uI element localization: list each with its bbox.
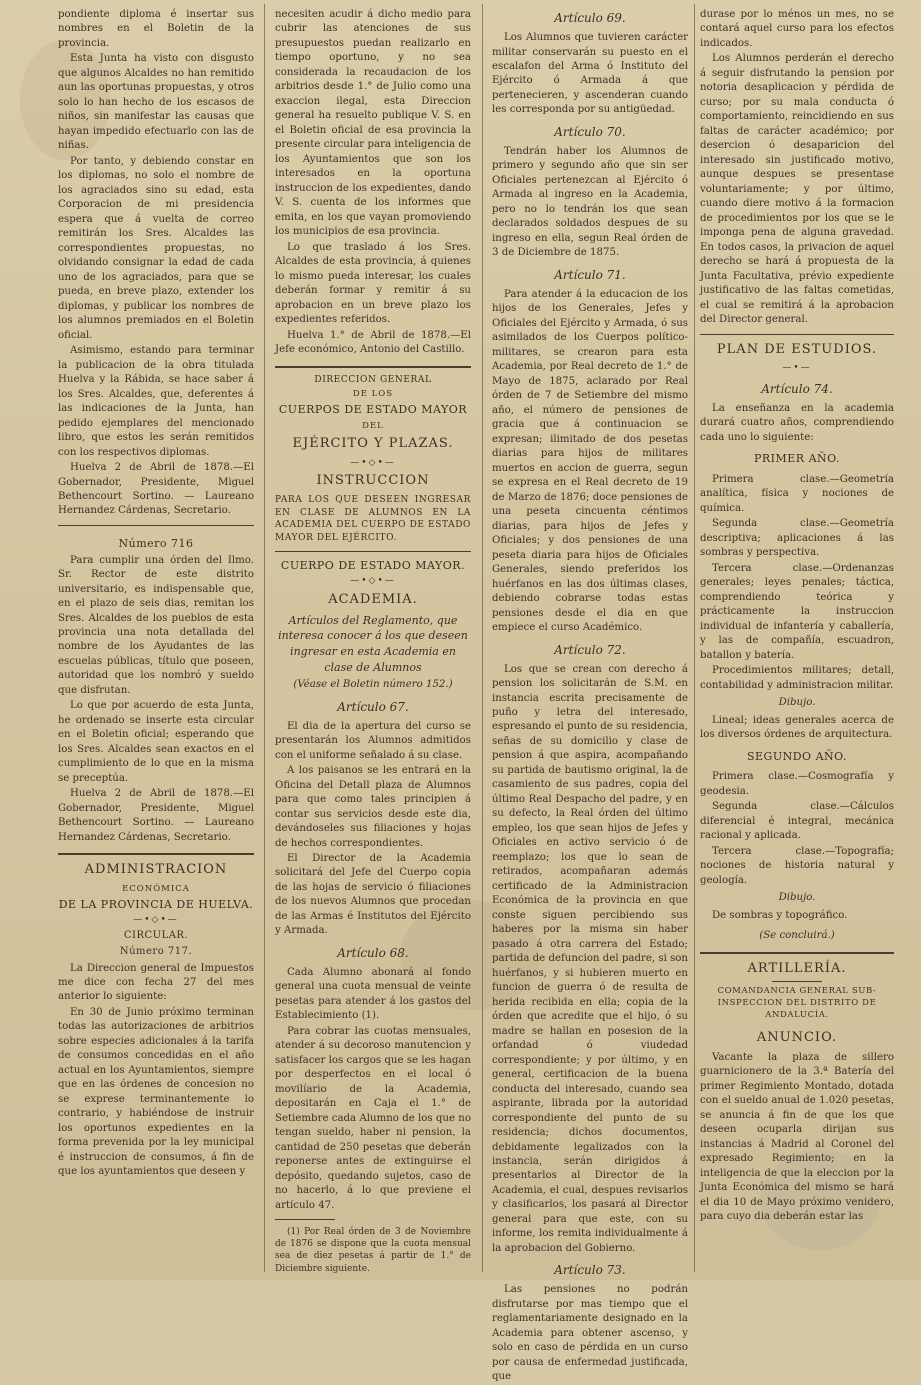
- section-title: DIRECCION GENERAL: [314, 374, 432, 385]
- divider: [700, 952, 894, 954]
- section-title: CUERPO DE ESTADO MAYOR.: [280, 558, 466, 572]
- signature: Huelva 2 de Abril de 1878.—El Gobernador, Presidente, Miguel Bethencourt Sortino. — Laureano Hernandez Cárdenas, Secretario.: [58, 462, 254, 517]
- article-heading: Artículo 68.: [337, 945, 409, 960]
- paragraph: La Direccion general de Impuestos me dice con fecha 27 del mes anterior lo siguiente:: [58, 962, 254, 1003]
- paragraph: durase por lo ménos un mes, no se contará aquel curso para los efectos indicados.: [700, 9, 894, 49]
- subject-heading: Dibujo.: [778, 697, 816, 709]
- section-title: ACADEMIA.: [328, 592, 418, 608]
- section-title: ADMINISTRACION: [84, 862, 228, 878]
- divider: [275, 1219, 335, 1220]
- ornament: —•◇•—: [350, 576, 396, 587]
- section-title: CUERPOS DE ESTADO MAYOR: [278, 403, 468, 417]
- section-title: DE LOS: [352, 389, 394, 400]
- divider: [772, 981, 822, 982]
- column-3: [492, 8, 688, 1383]
- paragraph: A los paisanos se les entrará en la Oficina del Detall plaza de Alumnos para que como tales principien á contar sus servicios desde este dia, devándoseles sus filiaciones y hojas de hechos correspondientes.: [275, 765, 471, 849]
- paragraph: Para atender á la educacion de los hijos de los Generales, Jefes y Oficiales del Ejército y Armada, ó sus asimilados de los Cuerpos político-militares, se crearon para esta Academia, por Real decreto de 1.° de Mayo de 1875, aclarado por Real órden de 7 de Setiembre del mismo año, el número de pensiones de gracia que á continuacion se expresan; ilimitado de dos pesetas diarias para hijos de militares muertos en accion de guerra, segun se expresa en el Real decreto de 19 de Marzo de 1876; doce pensiones de una peseta cincuenta céntimos diarias, para hijos de Jefes y Oficiales; y dos pensiones de una peseta diaria para hijos de Oficiales Generales, siendo preferidos los huérfanos en las dos últimas clases, debiendo cobrarse todas estas pensiones desde el dia en que empiece el curso Académico.: [492, 288, 688, 634]
- paragraph: pondiente diploma é insertar sus nombres en el Boletin de la provincia.: [58, 9, 254, 49]
- column-divider: [482, 4, 483, 1272]
- paragraph: Los que se crean con derecho á pension los solicitarán de S.M. en instancia escrita precisamente de puño y letra del interesado, espresando el punto de su residencia, señas de su domicilio y clase de pension á que aspira, acompañando su partida de bautismo original, la de casamiento de sus padres, copia del último Real Despacho del padre, y en su defecto, la Real órden del último empleo, los que sean hijos de Jefes y Oficiales en activo servicio ó de reemplazo; los que lo sean de retirados, acompañaran además certificado de la Administracion Económica de la provincia en que conste siguen percibiendo sus haberes por la misma sin haber pasado á otra carrera del Estado; partida de defuncion del padre, si son huérfanos, y si hubieren muerto en funcion de guerra ó de resulta de herida recibida en ella; copia de la órden que acredite que el hijo, ó su madre se hallan en posesion de la orfandad ó viudedad correspondiente; y por último, y en general, certificacion de la buena conducta del interesado, cuando sea aspirante, librada por la autoridad correspondiente del punto de su residencia; dichos documentos, debidamente legalizados con la instancia, serán dirigidos á presentarlos al Director de la Academia, el cual, despues revisarlos y clasificarlos, los pasará al Director general para que este, con su informe, los remita individualmente á la aprobacion del Gobierno.: [492, 663, 688, 1254]
- article-heading: Artículo 74.: [761, 381, 833, 396]
- section-number: Número 716: [118, 536, 194, 550]
- continued-note: (Se concluirá.): [759, 930, 835, 942]
- column-divider: [694, 4, 695, 1272]
- column-2: [275, 8, 471, 1274]
- year-heading: PRIMER AÑO.: [753, 452, 841, 466]
- paragraph: Tendrán haber los Alumnos de primero y segundo año que sin ser Oficiales pertenezcan al Ejército ó Armada al ingreso en la Academia, pero no lo tendrán los que sean declarados soldados despues de su ingreso en ella, segun Real órden de 3 de Diciembre de 1875.: [492, 145, 688, 259]
- instruction-subtitle: PARA LOS QUE DESEEN INGRESAR EN CLASE DE ALUMNOS EN LA ACADEMIA DEL CUERPO DE ESTADO MAYOR DEL EJÉRCITO.: [275, 494, 471, 544]
- paragraph: Cada Alumno abonará al fondo general una cuota mensual de veinte pesetas para atender á los gastos del Establecimiento (1).: [275, 966, 471, 1022]
- announcement-title: ANUNCIO.: [756, 1030, 838, 1046]
- signature: Huelva 1.° de Abril de 1878.—El Jefe económico, Antonio del Castillo.: [275, 329, 471, 356]
- article-heading: Artículo 69.: [554, 11, 626, 25]
- ornament: —•◇•—: [350, 457, 396, 468]
- divider: [275, 366, 471, 368]
- reference-note: (Véase el Boletin número 152.): [293, 679, 453, 691]
- paragraph: Para cobrar las cuotas mensuales, atender á su decoroso manutencion y satisfacer los cargos que se les hagan por desperfectos en el local ó movilíario de la Academia, depositarán en Caja el 1.° de Setiembre cada Alumno de los que no tengan sueldo, haber ni pension, la cantidad de 250 pesetas que deberán reponerse antes de extinguirse el depósito, quedando sujetos, caso de no hacerlo, á lo que previene el artículo 47.: [275, 1025, 471, 1211]
- divider: [58, 525, 254, 526]
- course-item: Procedimientos militares; detall, contabilidad y administracion militar.: [700, 665, 894, 691]
- course-item: Tercera clase.—Topografía; nociones de historia natural y geología.: [700, 845, 894, 886]
- course-item: Primera clase.—Cosmografía y geodesia.: [700, 771, 894, 797]
- section-intro: Artículos del Reglamento, que interesa conocer á los que deseen ingresar en esta Academia en clase de Alumnos: [278, 613, 468, 674]
- course-item: Lineal; ideas generales acerca de los diversos órdenes de arquitectura.: [700, 714, 894, 741]
- article-heading: Artículo 70.: [554, 124, 626, 139]
- paragraph: Vacante la plaza de sillero guarnicionero de la 3.ª Batería del primer Regimiento Montado, dotada con el sueldo anual de 1.020 pesetas, se anuncia á fin de que los que deseen ocuparla dirijan sus instancias á Madrid al Coronel del expresado Regimiento; en la inteligencia de que la eleccion por la Junta Económica del mismo se hará el dia 10 de Mayo próximo venidero, para cuyo dia deberán estar las: [700, 1051, 894, 1223]
- section-title: DEL: [362, 421, 384, 432]
- paragraph: Las pensiones no podrán disfrutarse por mas tiempo que el reglamentariamente designado en la Academia para obtener ascenso, y solo en caso de pérdida en un curso por causa de enfermedad justificada, que: [492, 1284, 688, 1383]
- footnote: (1) Por Real órden de 3 de Noviembre de 1876 se dispone que la cuota mensual sea de diez pesetas á partir de 1.° de Diciembre siguiente.: [275, 1227, 471, 1274]
- article-heading: Artículo 67.: [337, 699, 409, 714]
- section-subtitle: COMANDANCIA GENERAL SUB-INSPECCION DEL DISTRITO DE ANDALUCÍA.: [717, 986, 877, 1021]
- paragraph: Los Alumnos perderán el derecho á seguir disfrutando la pension por notoria desaplicacion y pérdida de curso; por su mala conducta ó comportamiento, reincidiendo en sus faltas de carácter académico; por desercion ó desaparicion del interesado sin justificado motivo, aunque despues se presentase voluntariamente; y por último, cuando diere motivo á la formacion de procedimientos por los que se le imponga pena de alguna gravedad. En todos casos, la privacion de aquel derecho se hará á propuesta de la Junta Facultativa, prévio expediente justificativo de las faltas cometidas, el cual se remitirá á la aprobacion del Director general.: [700, 53, 894, 326]
- paragraph: necesiten acudir á dicho medio para cubrir las atenciones de sus presupuestos puedan realizarlo en tiempo oportuno, y no sea considerada la recaudacion de los arbitrios desde 1.° de Julio como una exaccion ilegal, esta Direccion general ha resuelto publique V. S. en el Boletin oficial de esa provincia la presente circular para inteligencia de los Ayuntamientos que son los interesados en la oportuna instruccion de los expedientes, dando V. S. cuenta de los informes que emita, en los que vayan promoviendo los municipios de esa provincia.: [275, 9, 471, 238]
- course-item: Primera clase.—Geometría analítica, física y nociones de química.: [700, 473, 894, 514]
- article-heading: Artículo 71.: [554, 267, 626, 282]
- signature: Huelva 2 de Abril de 1878.—El Gobernador, Presidente, Miguel Bethencourt Sortino. — Laureano Hernandez Cárdenas, Secretario.: [58, 788, 254, 843]
- section-subtitle: DE LA PROVINCIA DE HUELVA.: [58, 897, 254, 911]
- section-title: ARTILLERÍA.: [747, 960, 847, 976]
- column-1: [58, 8, 254, 1270]
- paragraph: El Director de la Academia solicitará del Jefe del Cuerpo copia de las hojas de servicio ó filiaciones de los nuevos Alumnos que procedan de las Armas é Institutos del Ejército y Armada.: [275, 853, 471, 937]
- subject-heading: Dibujo.: [778, 892, 816, 904]
- section-title: PLAN DE ESTUDIOS.: [716, 341, 878, 357]
- paragraph: En 30 de Junio próximo terminan todas las autorizaciones de arbitrios sobre especies adicionales á la tarifa de consumos concedidas en el año actual en los Ayuntamientos, siempre que en las órdenes de concesion no se exprese terminantemente lo contrario, y habiéndose de instruir los oportunos expedientes en la forma prevenida por la ley municipal é instruccion de consumos, á fin de que los ayuntamientos que deseen y: [58, 1006, 254, 1178]
- paragraph: Lo que traslado á los Sres. Alcaldes de esta provincia, á quienes lo mismo pueda interesar, los cuales deberán formar y remitir á su aprobacion en un breve plazo los expedientes referidos.: [275, 241, 471, 326]
- section-title: EJÉRCITO Y PLAZAS.: [292, 436, 454, 452]
- ornament: —•◇•—: [133, 915, 179, 926]
- paragraph: Los Alumnos que tuvieren carácter militar conservarán su puesto en el escalafon del Arma ó Instituto del Ejército ó Armada á que pertenecieren, y ascenderan cuando les corresponda por su antigüedad.: [492, 32, 688, 116]
- course-item: Segunda clase.—Geometría descriptiva; aplicaciones á las sombras y perspectiva.: [700, 518, 894, 559]
- course-item: Tercera clase.—Ordenanzas generales; leyes penales; táctica, comprendiendo teórica y prácticamente la instruccion individual de infantería y caballería, y las de compañía, escuadron, batallon y batería.: [700, 562, 894, 661]
- course-item: Segunda clase.—Cálculos diferencial é integral, mecánica racional y aplicada.: [700, 801, 894, 842]
- column-4: [700, 8, 894, 1270]
- paragraph: Esta Junta ha visto con disgusto que algunos Alcaldes no han remitido aun las oportunas propuestas, y otros solo lo han hecho de los escasos de niños, sin manifestar las causas que hayan impedido efectuarlo con las de niñas.: [58, 53, 254, 152]
- ornament: —•—: [782, 363, 812, 374]
- divider: [58, 853, 254, 855]
- year-heading: SEGUNDO AÑO.: [746, 749, 848, 763]
- paragraph: Por tanto, y debiendo constar en los diplomas, no solo el nombre de los agraciados sino su edad, esta Corporacion de mi presidencia espera que á vuelta de correo remitirán los Sres. Alcaldes las correspondientes propuestas, no olvidando consignar la edad de cada uno de los agraciados, para que se pueda, en breve plazo, extender los diplomas, y publicar los nombres de los alumnos premiados en el Boletin oficial.: [58, 155, 254, 341]
- paragraph: Lo que por acuerdo de esta Junta, he ordenado se inserte esta circular en el Boletin oficial; esperando que los Sres. Alcaldes sean exactos en el cumplimiento de lo que en la misma se preceptúa.: [58, 700, 254, 784]
- section-subtitle: ECONÓMICA: [122, 883, 190, 894]
- paragraph: El dia de la apertura del curso se presentarán los Alumnos admitidos con el uniforme señalado á su clase.: [275, 720, 471, 761]
- article-heading: Artículo 73.: [554, 1263, 626, 1278]
- divider: [275, 551, 471, 552]
- circular-label: CIRCULAR.: [123, 930, 189, 942]
- course-item: De sombras y topográfico.: [712, 909, 848, 921]
- paragraph: Asimismo, estando para terminar la publicacion de la obra titulada Huelva y la Rábida, se hace saber á los Sres. Alcaldes, que, deferentes á las indicaciones de la Junta, han pedido ejemplares del mencionado libro, que estos les serán remitidos con los respectivos diplomas.: [58, 345, 254, 458]
- section-number: Número 717.: [119, 946, 193, 958]
- paragraph: La enseñanza en la academia durará cuatro años, comprendiendo cada uno lo siguiente:: [700, 402, 894, 443]
- article-heading: Artículo 72.: [554, 642, 626, 657]
- column-divider: [264, 4, 265, 1272]
- paragraph: Para cumplir una órden del Ilmo. Sr. Rector de este distrito universitario, es indispensable que, en el plazo de seis dias, remitan los Sres. Alcaldes de los pueblos de esta provincia una nota detallada del nombre de los Ayudantes de las escuelas públicas, título que poseen, autoridad que los nombró y sueldo que disfrutan.: [58, 554, 254, 696]
- divider: [700, 334, 894, 335]
- instruction-title: INSTRUCCION: [316, 473, 430, 489]
